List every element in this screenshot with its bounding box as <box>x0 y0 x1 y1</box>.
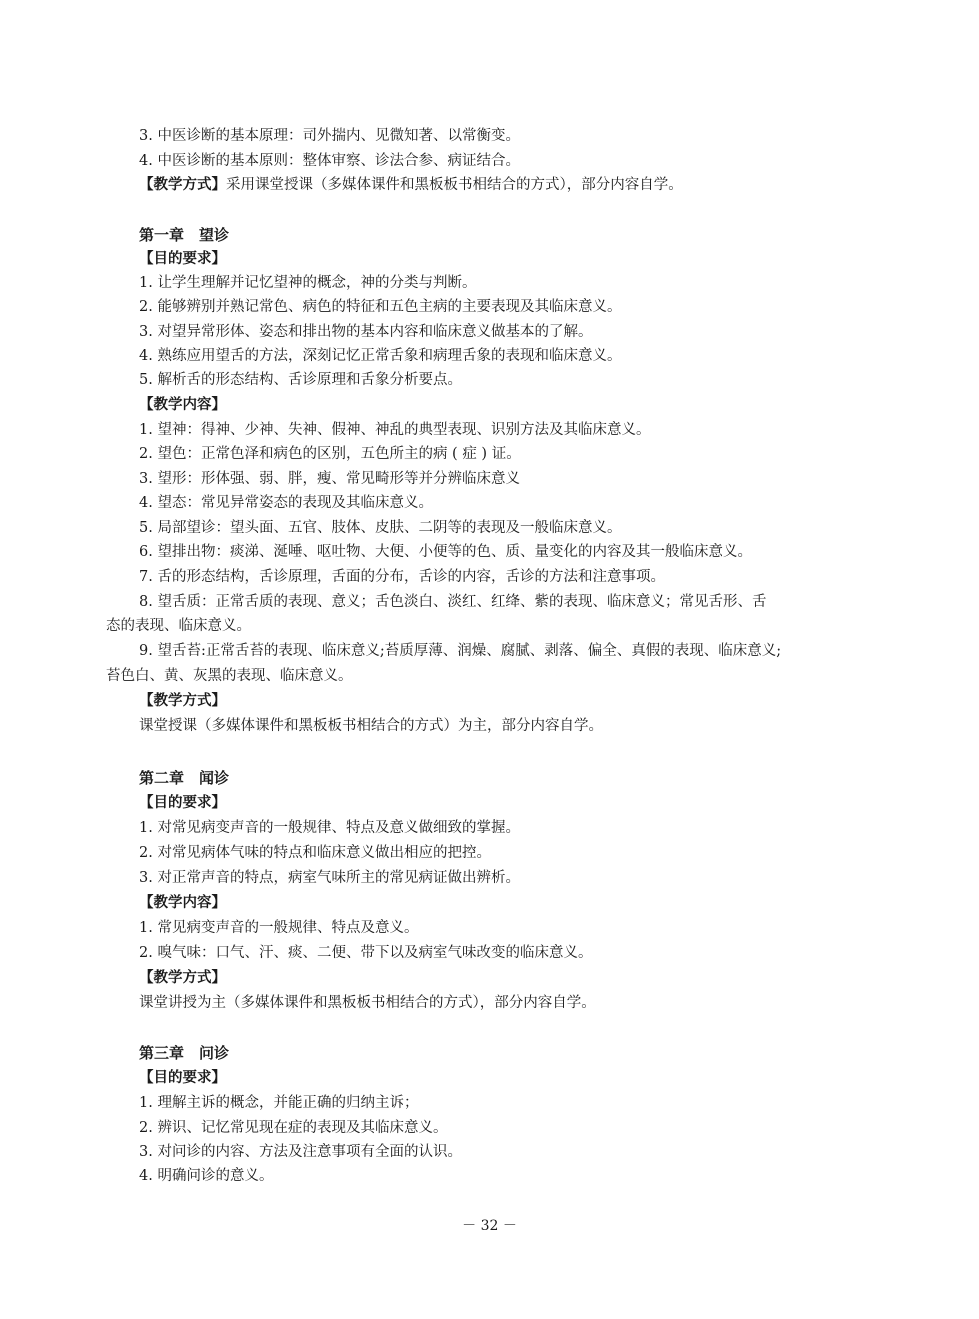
ch1-content-item: 1. 望神：得神、少神、失神、假神、神乱的典型表现、识别方法及其临床意义。 <box>139 422 651 438</box>
ch3-req-label: 【目的要求】 <box>139 1069 226 1086</box>
intro-teach-method <box>139 175 683 195</box>
ch2-method-text: 课堂讲授为主（多媒体课件和黑板板书相结合的方式），部分内容自学。 <box>139 995 596 1011</box>
chapter-3-title: 第三章 问诊 <box>139 1044 230 1062</box>
teach-method-label: 【教学方式】 <box>139 176 226 193</box>
ch1-content-item: 2. 望色：正常色泽和病色的区别，五色所主的病 ( 症 ) 证。 <box>139 446 521 462</box>
ch2-req-item: 1. 对常见病变声音的一般规律、特点及意义做细致的掌握。 <box>139 820 520 836</box>
ch1-content-label: 【教学内容】 <box>139 396 226 413</box>
ch2-content-item: 2. 嗅气味：口气、汗、痰、二便、带下以及病室气味改变的临床意义。 <box>139 945 593 961</box>
ch1-content-item-9-line2: 苔色白、黄、灰黑的表现、临床意义。 <box>106 668 353 684</box>
page-number: － 32 － <box>462 1218 517 1234</box>
ch3-req-item: 4. 明确问诊的意义。 <box>139 1168 274 1184</box>
ch3-req-item: 2. 辨识、记忆常见现在症的表现及其临床意义。 <box>139 1120 448 1136</box>
ch1-content-item: 6. 望排出物：痰涕、涎唾、呕吐物、大便、小便等的色、质、量变化的内容及其一般临床意义。 <box>139 544 752 560</box>
chapter-2-title: 第二章 闻诊 <box>139 769 230 787</box>
ch1-req-item: 1. 让学生理解并记忆望神的概念，神的分类与判断。 <box>139 275 477 291</box>
teach-method-text: 采用课堂授课（多媒体课件和黑板板书相结合的方式），部分内容自学。 <box>226 177 683 193</box>
ch1-content-item: 4. 望态：常见异常姿态的表现及其临床意义。 <box>139 495 433 511</box>
ch2-req-label: 【目的要求】 <box>139 794 226 811</box>
ch1-req-label: 【目的要求】 <box>139 250 226 267</box>
ch2-req-item: 2. 对常见病体气味的特点和临床意义做出相应的把控。 <box>139 845 491 861</box>
ch3-req-item: 1. 理解主诉的概念，并能正确的归纳主诉； <box>139 1095 419 1111</box>
ch2-content-item: 1. 常见病变声音的一般规律、特点及意义。 <box>139 920 419 936</box>
ch2-req-item: 3. 对正常声音的特点，病室气味所主的常见病证做出辨析。 <box>139 870 520 886</box>
ch1-content-item: 7. 舌的形态结构，舌诊原理，舌面的分布，舌诊的内容，舌诊的方法和注意事项。 <box>139 569 665 585</box>
ch1-req-item: 4. 熟练应用望舌的方法，深刻记忆正常舌象和病理舌象的表现和临床意义。 <box>139 348 622 364</box>
intro-line-2: 4. 中医诊断的基本原则：整体审察、诊法合参、病证结合。 <box>139 153 520 169</box>
ch1-req-item: 5. 解析舌的形态结构、舌诊原理和舌象分析要点。 <box>139 372 462 388</box>
ch1-content-item: 5. 局部望诊：望头面、五官、肢体、皮肤、二阴等的表现及一般临床意义。 <box>139 520 622 536</box>
ch1-content-item-8-line2: 态的表现、临床意义。 <box>106 618 251 634</box>
ch1-method-text: 课堂授课（多媒体课件和黑板板书相结合的方式）为主，部分内容自学。 <box>139 718 603 734</box>
ch2-content-label: 【教学内容】 <box>139 894 226 911</box>
ch1-content-item-8-line1: 8. 望舌质：正常舌质的表现、意义；舌色淡白、淡红、红绛、紫的表现、临床意义；常见舌形、舌 <box>139 594 767 610</box>
ch1-method-label: 【教学方式】 <box>139 692 226 709</box>
ch1-req-item: 2. 能够辨别并熟记常色、病色的特征和五色主病的主要表现及其临床意义。 <box>139 299 622 315</box>
intro-line-1: 3. 中医诊断的基本原理：司外揣内、见微知著、以常衡变。 <box>139 128 520 144</box>
ch1-content-item: 3. 望形：形体强、弱、胖，瘦、常见畸形等并分辨临床意义 <box>139 471 520 487</box>
chapter-1-title: 第一章 望诊 <box>139 226 230 244</box>
ch2-method-label: 【教学方式】 <box>139 969 226 986</box>
ch1-content-item-9-line1: 9. 望舌苔:正常舌苔的表现、临床意义;苔质厚薄、润燥、腐腻、剥落、偏全、真假的表现、临床意义; <box>139 643 782 659</box>
ch3-req-item: 3. 对问诊的内容、方法及注意事项有全面的认识。 <box>139 1144 462 1160</box>
ch1-req-item: 3. 对望异常形体、姿态和排出物的基本内容和临床意义做基本的了解。 <box>139 324 593 340</box>
